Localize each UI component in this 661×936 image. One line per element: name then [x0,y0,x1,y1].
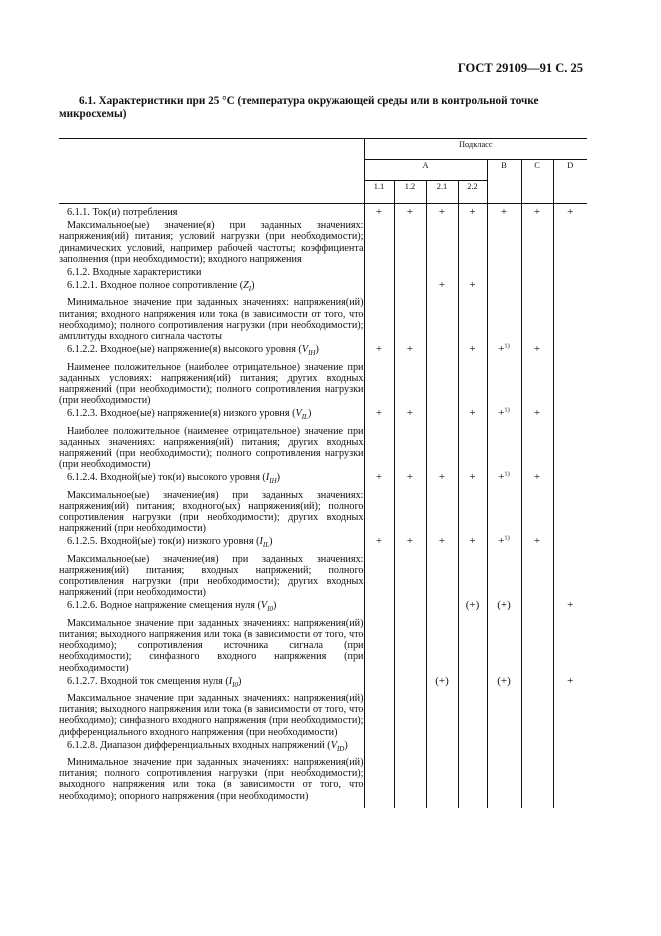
table-row [59,204,587,266]
page-header: ГОСТ 29109—91 С. 25 [457,61,583,75]
applicability-mark [458,738,487,802]
applicability-mark: + [394,342,426,406]
table-row [59,342,587,406]
applicability-mark: + [364,342,394,406]
table-row [59,406,587,470]
row-description-cell [59,265,364,278]
table-row [59,598,587,673]
applicability-mark: + [458,204,487,266]
header-blank-cell [59,139,364,204]
row-requirement-text: Максимальное значение при заданных значениях: напряжения(ий) питания; выходного напряжения или тока (в зависимости от того, что необходимо); сопротивления источника сигнала (при необходимости); синфазного входного напряжения (при необходимости) [59,617,364,674]
row-title: 6.1.2. Входные характеристики [67,267,202,279]
row-title: 6.1.2.6. Водное напряжение смещения нуля $(V_{I0})$ [67,600,277,614]
applicability-mark: + [553,204,587,266]
column-b-header: В [487,160,521,204]
applicability-mark: + [394,406,426,470]
row-description-cell [59,534,364,598]
row-title: 6.1.2.8. Диапазон дифференциальных входных напряжений $(V_{ID})$ [67,739,348,753]
table-row [59,674,587,738]
row-description-cell [59,674,364,738]
applicability-mark [521,738,553,802]
applicability-mark: + [521,534,553,598]
column-1-1-header: 1.1 [364,181,394,204]
applicability-mark: + [458,534,487,598]
row-requirement-text: Наименее положительное (наиболее отрицательное) значение при заданных условиях: напряжения(ий) питания; других входных напряжений (при необходимости); полного сопротивления нагрузки (при необходимости) [59,361,364,407]
subclass-header: Подкласс [364,139,587,160]
applicability-mark [426,598,458,673]
applicability-mark [458,674,487,738]
applicability-mark: + [553,674,587,738]
row-title: 6.1.2.1. Входное полное сопротивление $(Z_I)$ [67,280,255,294]
row-description-cell [59,342,364,406]
applicability-mark [521,265,553,278]
applicability-mark: + [521,342,553,406]
applicability-mark [394,278,426,342]
applicability-mark [553,278,587,342]
row-requirement-text: Максимальное(ые) значение(ия) при заданных значениях: напряжения(ий) питания; входных напряжений; полного сопротивления нагрузки (при необходимости); других входных напряжений (при необходимости) [59,553,364,599]
row-description-cell [59,738,364,802]
column-d-header: D [553,160,587,204]
applicability-mark: (+) [458,598,487,673]
row-description-cell [59,278,364,342]
applicability-mark: + [458,406,487,470]
applicability-mark: (+) [487,598,521,673]
applicability-mark [487,738,521,802]
applicability-mark [458,265,487,278]
row-description-cell [59,406,364,470]
applicability-mark [553,265,587,278]
applicability-mark [553,470,587,534]
applicability-mark: (+) [426,674,458,738]
applicability-mark [426,738,458,802]
applicability-mark [553,738,587,802]
applicability-mark [394,738,426,802]
row-title: 6.1.2.3. Входное(ые) напряжение(я) низкого уровня $(V_{IL})$ [67,408,312,422]
applicability-mark [521,598,553,673]
row-requirement-text: Наиболее положительное (наименее отрицательное) значение при заданных значениях: напряжения(ий) питания; других входных напряжений (при необходимости); полного сопротивления нагрузки (при необходимости) [59,425,364,471]
table-row [59,278,587,342]
applicability-mark: + [426,278,458,342]
column-c-header: С [521,160,553,204]
row-description-cell [59,204,364,266]
column-2-1-header: 2.1 [426,181,458,204]
applicability-mark [553,534,587,598]
applicability-mark [521,674,553,738]
applicability-mark: + [394,470,426,534]
applicability-mark [364,738,394,802]
applicability-mark: + [458,342,487,406]
applicability-mark: + [364,534,394,598]
applicability-mark: + [364,470,394,534]
applicability-mark: +$^{1)}$ [487,406,521,470]
applicability-mark: + [487,204,521,266]
applicability-mark: + [426,204,458,266]
applicability-mark [364,598,394,673]
applicability-mark: + [521,204,553,266]
applicability-mark [487,265,521,278]
applicability-mark: +$^{1)}$ [487,342,521,406]
table-row [59,738,587,802]
row-requirement-text: Максимальное(ые) значение(я) при заданных значениях: напряжения(ий) питания; условий нагрузки (при необходимости); динамических условий, например рабочей частоты; коэффициента заполнения (при необходимости); входного напряжения [59,220,364,265]
applicability-mark [394,674,426,738]
applicability-mark: + [521,406,553,470]
row-requirement-text: Максимальное значение при заданных значениях: напряжения(ий) питания; выходного напряжения или тока (в зависимости от того, что необходимо); синфазного входного напряжения (при необходимости); дифференциального входного напряжения (при необходимости) [59,692,364,738]
row-title: 6.1.2.5. Входной(ые) ток(и) низкого уровня $(I_{IL})$ [67,536,273,550]
table-body [59,204,587,808]
row-requirement-text: Минимальное значение при заданных значениях: напряжения(ий) питания; полного сопротивления нагрузки (при необходимости); выходного напряжения или тока (в зависимости от того, что необходимо); опорного напряжения (при необходимости) [59,756,364,802]
applicability-mark: +$^{1)}$ [487,534,521,598]
applicability-mark: + [426,534,458,598]
applicability-mark: + [364,204,394,266]
row-description-cell [59,470,364,534]
applicability-mark [426,265,458,278]
applicability-mark [364,265,394,278]
applicability-mark [487,278,521,342]
table-row [59,470,587,534]
applicability-mark: + [458,470,487,534]
applicability-mark [394,265,426,278]
row-requirement-text: Максимальное(ые) значение(ия) при заданных значениях: напряжения(ий) питания; входного(ых) напряжения(ий); полного сопротивления нагрузки (при необходимости); других входных напряжений (при необходимости) [59,489,364,535]
group-a-header: А [364,160,487,181]
row-requirement-text: Минимальное значение при заданных значениях: напряжения(ий) питания; входного напряжения или тока (в зависимости от того, что необходимо); полного сопротивления нагрузки (при необходимости); амплитуды входного сигнала частоты [59,297,364,343]
row-description-cell [59,598,364,673]
applicability-mark [364,278,394,342]
row-title: 6.1.2.2. Входное(ые) напряжение(я) высокого уровня $(V_{IH})$ [67,344,319,358]
table-spacer-row [59,802,587,808]
row-title: 6.1.2.7. Входной ток смещения нуля $(I_{I0})$ [67,675,242,689]
column-2-2-header: 2.2 [458,181,487,204]
applicability-mark [394,598,426,673]
applicability-mark [521,278,553,342]
applicability-mark [426,406,458,470]
applicability-mark: + [426,470,458,534]
applicability-mark [553,406,587,470]
section-title: 6.1. Характеристики при 25 °С (температура окружающей среды или в контрольной точке микросхемы) [59,95,539,120]
column-1-2-header: 1.2 [394,181,426,204]
applicability-mark: (+) [487,674,521,738]
row-title: 6.1.2.4. Входной(ые) ток(и) высокого уровня $(I_{IH})$ [67,472,281,486]
applicability-mark: + [521,470,553,534]
applicability-mark [553,342,587,406]
applicability-mark: + [553,598,587,673]
applicability-mark: + [394,204,426,266]
applicability-mark: + [458,278,487,342]
applicability-mark [426,342,458,406]
characteristics-table [59,138,587,808]
applicability-mark: +$^{1)}$ [487,470,521,534]
table-row [59,534,587,598]
applicability-mark: + [394,534,426,598]
applicability-mark [364,674,394,738]
applicability-mark: + [364,406,394,470]
table-row [59,265,587,278]
row-title: 6.1.1. Ток(и) потребления [67,207,178,218]
